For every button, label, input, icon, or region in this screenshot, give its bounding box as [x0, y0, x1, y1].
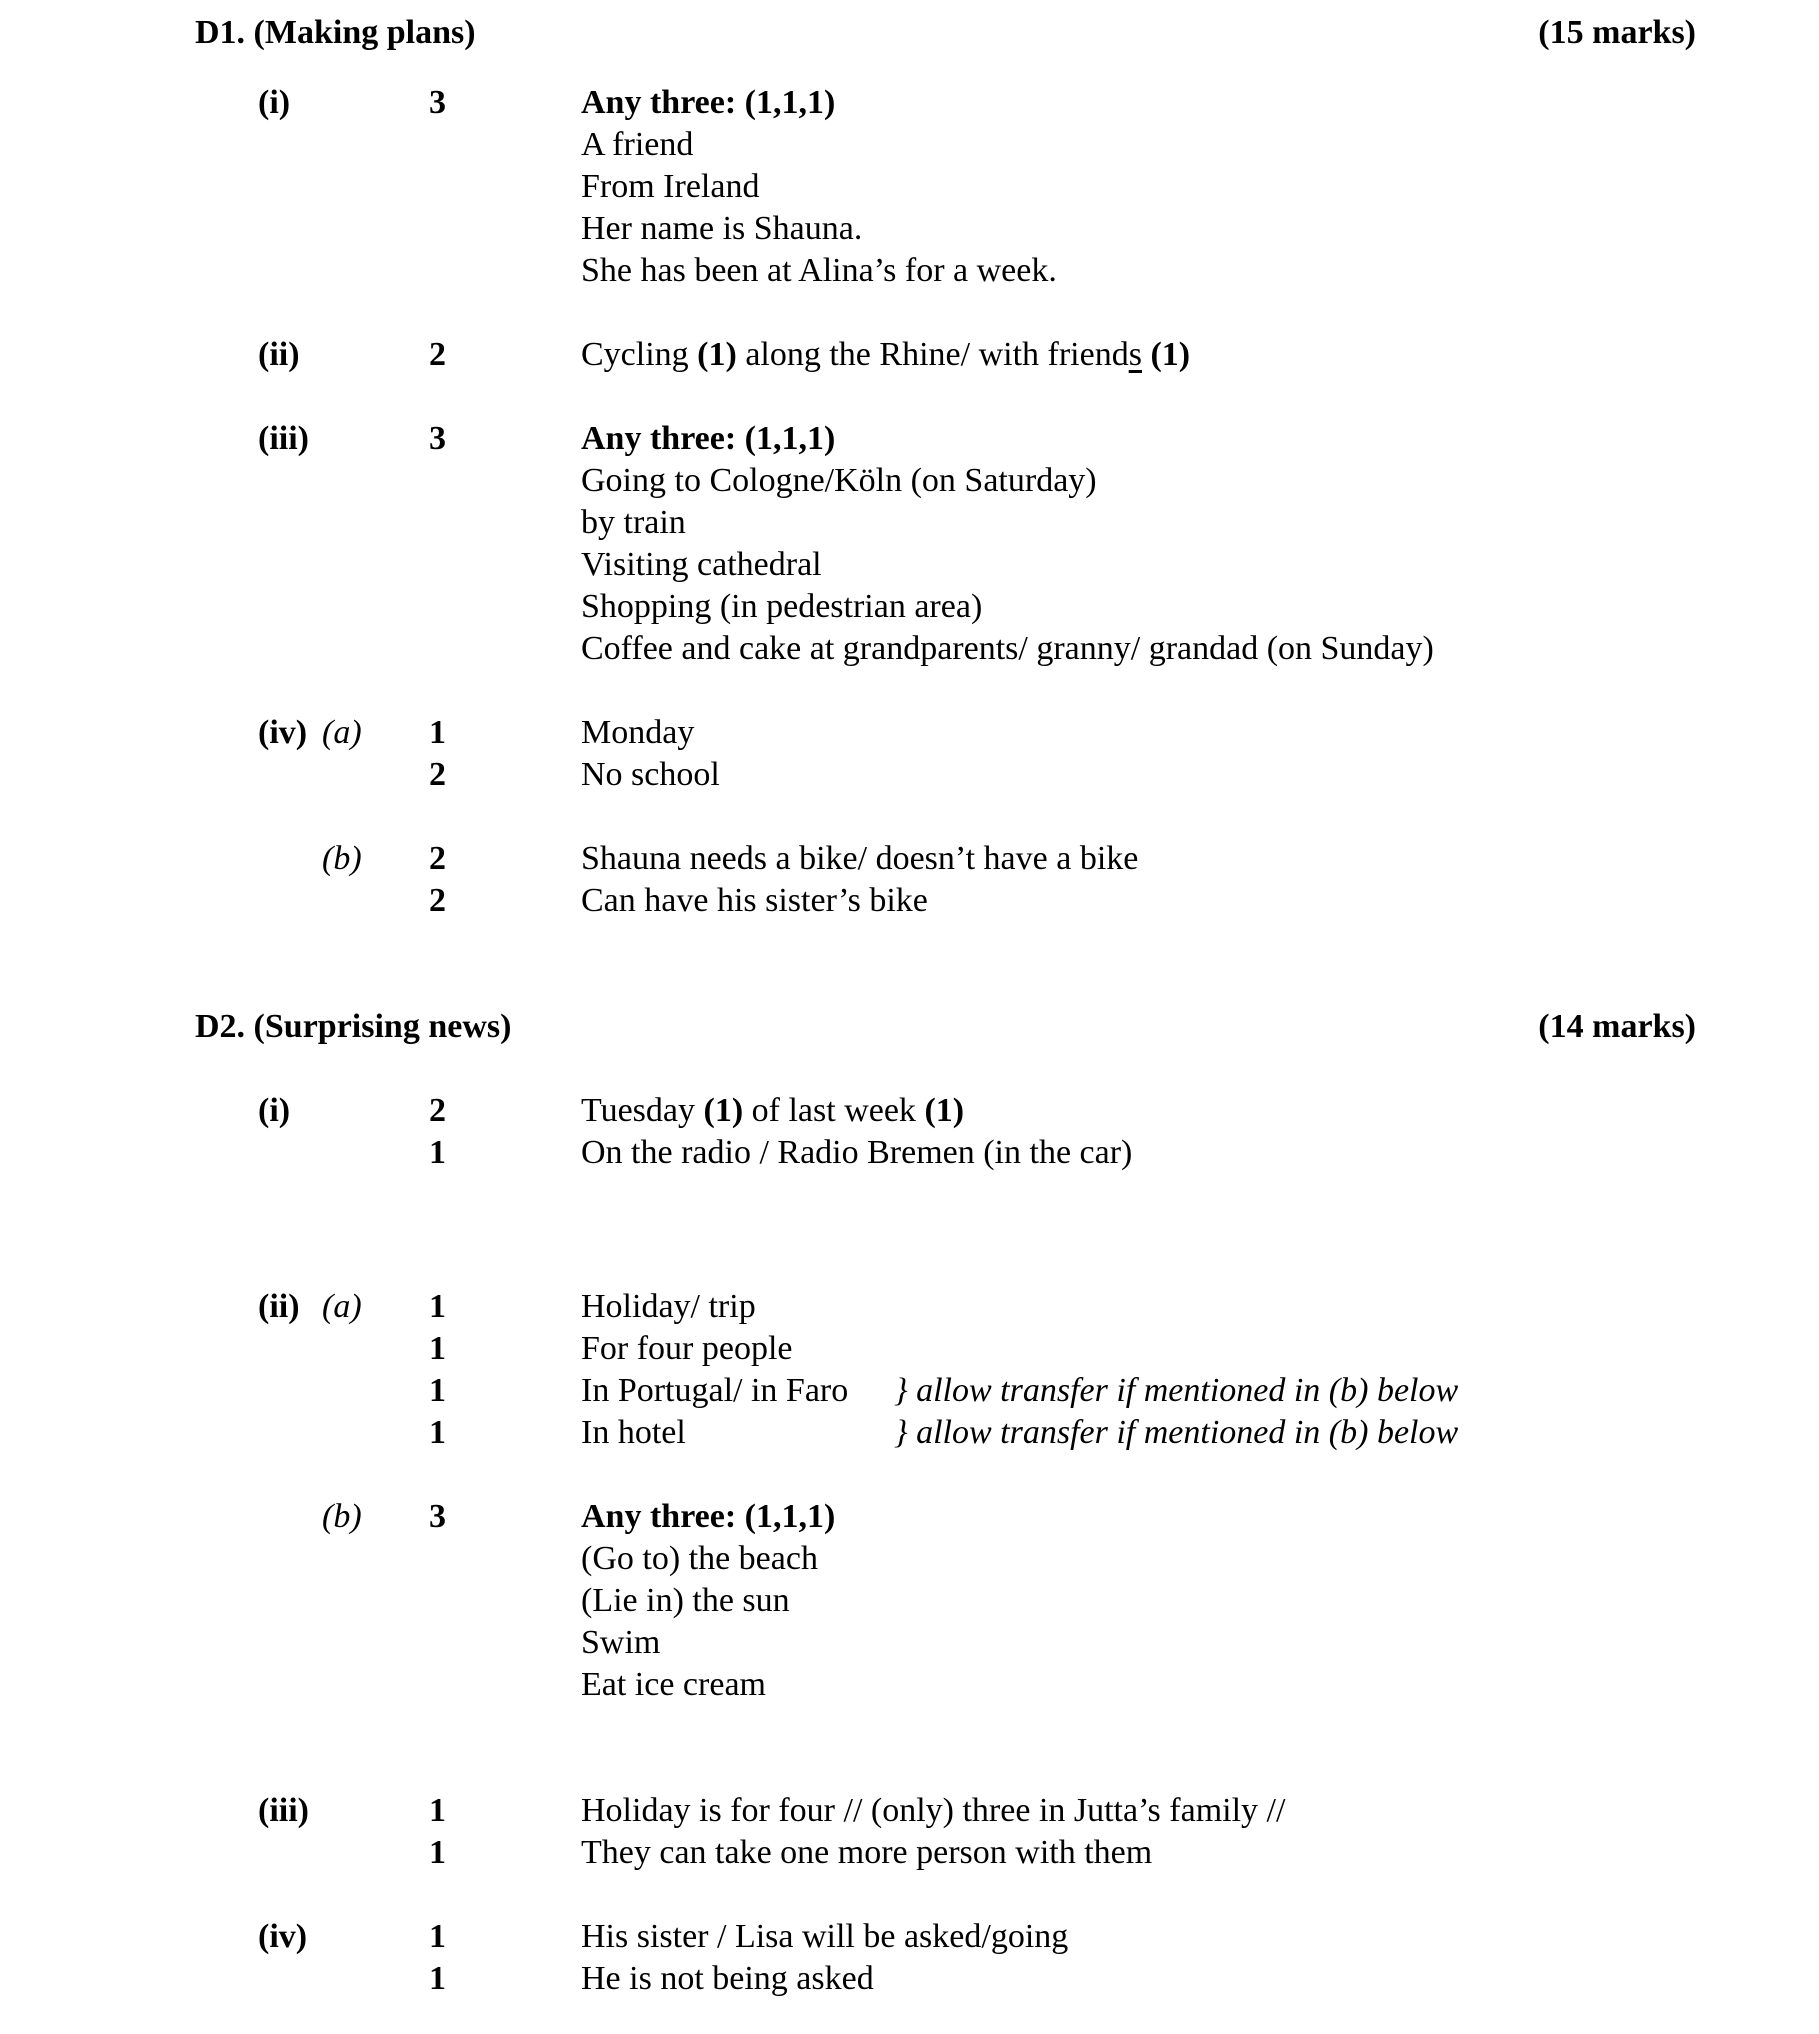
d2-total-marks: (14 marks) [1538, 1008, 1696, 1045]
answer-text: Eat ice cream [581, 1666, 766, 1703]
question-label: (iv) [258, 714, 308, 751]
answer-text: Visiting cathedral [581, 546, 822, 583]
underlined-letter: s [1128, 336, 1142, 373]
d2-q2a-row [0, 1286, 1819, 1328]
marker-note: } allow transfer if mentioned in (b) below [894, 1414, 1459, 1451]
answer-line [0, 250, 1819, 292]
sub-question-label: (a) [322, 1288, 362, 1325]
answer-text: In hotel [581, 1414, 686, 1451]
d1-q4a-row [0, 712, 1819, 754]
answer-text: (Go to) the beach [581, 1540, 818, 1577]
mark-value: 1 [429, 1372, 446, 1409]
answer-part: along the Rhine/ with friend [736, 336, 1129, 373]
d1-title: D1. (Making plans) [195, 14, 476, 51]
answer-text: From Ireland [581, 168, 760, 205]
answer-line [0, 544, 1819, 586]
d2-title: D2. (Surprising news) [195, 1008, 512, 1045]
d1-q4b-row [0, 838, 1819, 880]
answer-heading: Any three: (1,1,1) [581, 420, 836, 457]
answer-text: Holiday is for four // (only) three in Jutta’s family // [581, 1792, 1286, 1829]
marker-note: } allow transfer if mentioned in (b) below [894, 1372, 1459, 1409]
answer-line [0, 1132, 1819, 1174]
answer-text: They can take one more person with them [581, 1834, 1153, 1871]
answer-line [0, 628, 1819, 670]
mark-value: 2 [429, 840, 446, 877]
mark-value: 3 [429, 420, 446, 457]
d2-q1-row [0, 1090, 1819, 1132]
mark-allocation: (1) [697, 336, 737, 373]
answer-line [0, 1412, 1819, 1454]
answer-line [0, 166, 1819, 208]
mark-value: 1 [429, 714, 446, 751]
answer-text: Swim [581, 1624, 661, 1661]
answer-heading: Any three: (1,1,1) [581, 84, 836, 121]
answer-text: Holiday/ trip [581, 1288, 756, 1325]
answer-line [0, 880, 1819, 922]
answer-text: Monday [581, 714, 695, 751]
answer-line [0, 1958, 1819, 2000]
answer-line [0, 1832, 1819, 1874]
answer-text [581, 1090, 964, 1132]
d2-q2b-row [0, 1496, 1819, 1538]
mark-value: 1 [429, 1792, 446, 1829]
question-label: (ii) [258, 1288, 300, 1325]
question-label: (i) [258, 1092, 291, 1129]
answer-text [581, 334, 1190, 376]
answer-text: Coffee and cake at grandparents/ granny/ grandad (on Sunday) [581, 630, 1434, 667]
d1-total-marks: (15 marks) [1538, 14, 1696, 51]
d1-header [195, 10, 1696, 56]
mark-value: 3 [429, 1498, 446, 1535]
mark-value: 1 [429, 1288, 446, 1325]
answer-line [0, 208, 1819, 250]
mark-allocation: (1) [703, 1092, 744, 1129]
answer-line [0, 502, 1819, 544]
answer-text: Shopping (in pedestrian area) [581, 588, 983, 625]
sub-question-label: (b) [322, 840, 362, 877]
answer-line [0, 1664, 1819, 1706]
question-label: (ii) [258, 336, 300, 373]
sub-question-label: (b) [322, 1498, 362, 1535]
answer-text: On the radio / Radio Bremen (in the car) [581, 1134, 1133, 1171]
d1-q3-row [0, 418, 1819, 460]
answer-text: For four people [581, 1330, 793, 1367]
answer-text: Shauna needs a bike/ doesn’t have a bike [581, 840, 1139, 877]
answer-line [0, 1370, 1819, 1412]
mark-allocation: (1) [1150, 336, 1191, 373]
answer-text: His sister / Lisa will be asked/going [581, 1918, 1069, 1955]
mark-value: 1 [429, 1330, 446, 1367]
d2-q4-row [0, 1916, 1819, 1958]
answer-text: She has been at Alina’s for a week. [581, 252, 1057, 289]
answer-heading: Any three: (1,1,1) [581, 1498, 836, 1535]
answer-line [0, 1580, 1819, 1622]
answer-line [0, 460, 1819, 502]
question-label: (iv) [258, 1918, 308, 1955]
answer-line [0, 124, 1819, 166]
answer-text: (Lie in) the sun [581, 1582, 790, 1619]
d1-q2-row [0, 334, 1819, 376]
d1-q1-row [0, 82, 1819, 124]
answer-part: Tuesday [581, 1092, 704, 1129]
mark-value: 2 [429, 882, 446, 919]
answer-text: Going to Cologne/Köln (on Saturday) [581, 462, 1097, 499]
question-label: (iii) [258, 420, 309, 457]
answer-line [0, 1538, 1819, 1580]
question-label: (iii) [258, 1792, 309, 1829]
mark-value: 2 [429, 756, 446, 793]
mark-value: 2 [429, 336, 446, 373]
answer-line [0, 586, 1819, 628]
answer-text: Her name is Shauna. [581, 210, 863, 247]
answer-text: In Portugal/ in Faro [581, 1372, 849, 1409]
sub-question-label: (a) [322, 714, 362, 751]
d2-header [195, 1004, 1696, 1050]
answer-line [0, 754, 1819, 796]
answer-line [0, 1328, 1819, 1370]
mark-value: 1 [429, 1414, 446, 1451]
answer-part: of last week [743, 1092, 925, 1129]
answer-line [0, 1622, 1819, 1664]
mark-value: 1 [429, 1918, 446, 1955]
answer-text: No school [581, 756, 720, 793]
answer-text: Can have his sister’s bike [581, 882, 928, 919]
mark-value: 1 [429, 1960, 446, 1997]
mark-value: 1 [429, 1134, 446, 1171]
question-label: (i) [258, 84, 291, 121]
mark-value: 2 [429, 1092, 446, 1129]
answer-text: by train [581, 504, 686, 541]
mark-value: 3 [429, 84, 446, 121]
answer-text: A friend [581, 126, 694, 163]
answer-part: Cycling [581, 336, 698, 373]
answer-text: He is not being asked [581, 1960, 874, 1997]
d2-q3-row [0, 1790, 1819, 1832]
mark-value: 1 [429, 1834, 446, 1871]
mark-allocation: (1) [924, 1092, 965, 1129]
